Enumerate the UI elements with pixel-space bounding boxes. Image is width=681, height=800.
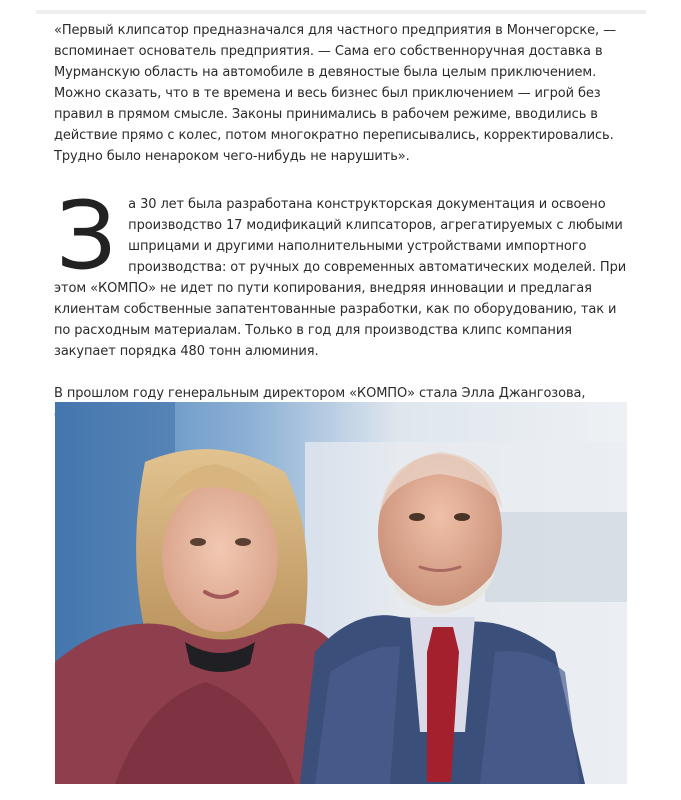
director-paragraph: В прошлом году генеральным директором «КОМПО» стала Элла Джангозова, — [54, 386, 586, 401]
top-divider — [36, 10, 646, 14]
article-body — [54, 20, 630, 425]
quote-paragraph: «Первый клипсатор предназначался для частного предприятия в Мончегорске, — вспоминает основатель предприятия. — Сама его собственноручная доставка в Мурманскую область на автомобиле в девяностые была целым приключением. Можно сказать, что в те времена и весь бизнес был приключением — игрой без правил в прямом смысле. Законы принимались в рабочем режиме, вводились в действие прямо с колес, потом многократно переписывались, корректировались. Трудно было ненароком чего-нибудь не нарушить». — [54, 23, 617, 164]
drop-cap-letter: З — [56, 182, 117, 291]
portrait-illustration — [55, 402, 627, 784]
production-paragraph: а 30 лет была разработана конструкторская документация и освоено производство 17 модификаций клипсаторов, агрегатируемых с любыми шприцами и другими наполнительными устройствами импортного производства: от ручных до современных автоматических моделей. При этом «КОМПО» не идет по пути копирования, внедряя инновации и предлагая клиентам собственные запатентованные разработки, как по оборудованию, так и по расходным материалам. Только в год для производства клипс компания закупает порядка 480 тонн алюминия. — [54, 197, 627, 359]
drop-cap-section — [54, 182, 630, 362]
portrait-photo — [55, 402, 627, 784]
